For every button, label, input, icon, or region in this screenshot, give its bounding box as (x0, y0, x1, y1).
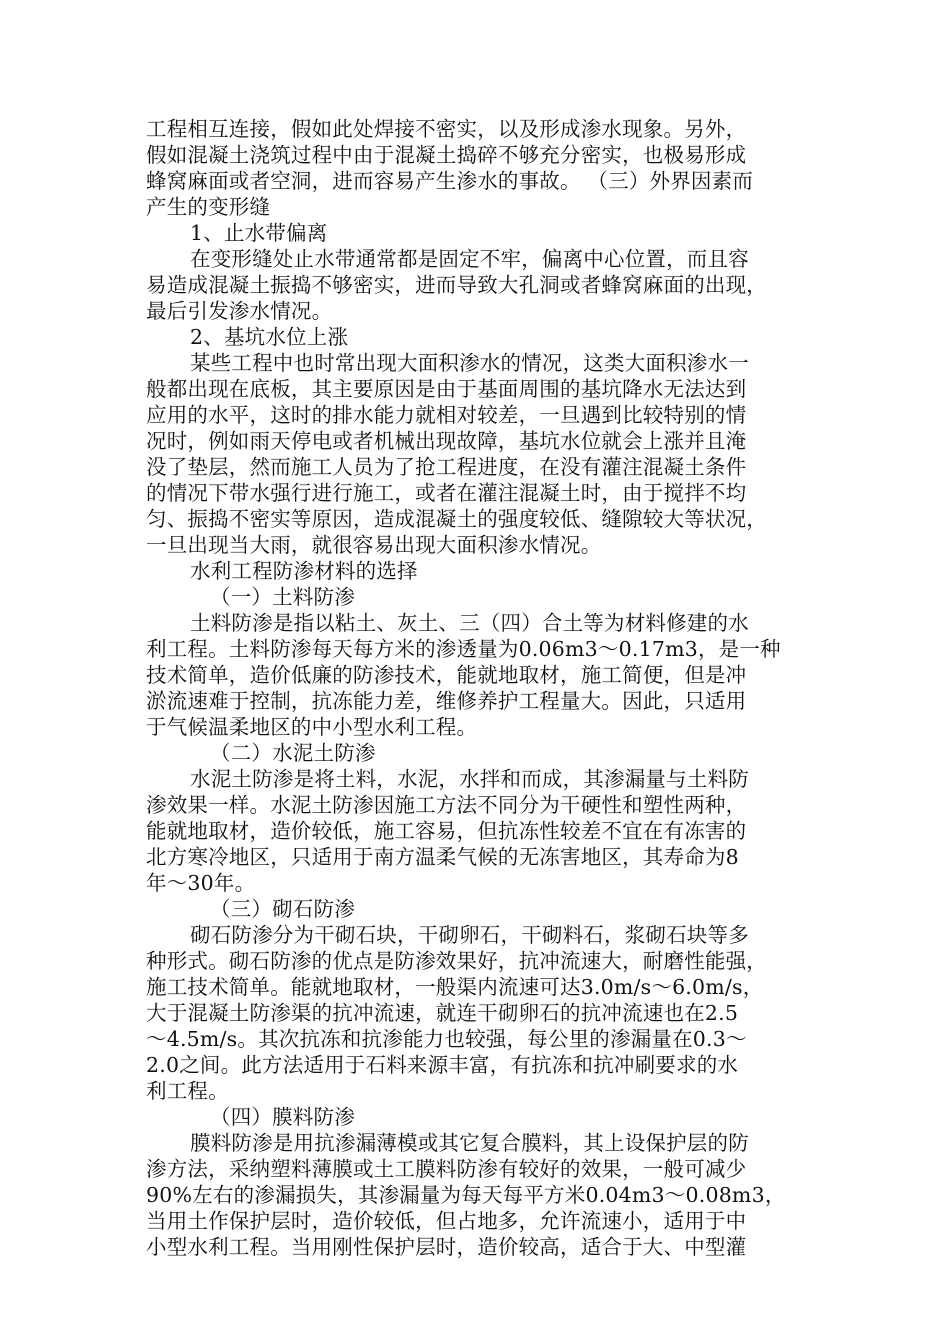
text-line: 没了垫层，然而施工人员为了抢工程进度，在没有灌注混凝土条件 (146, 455, 747, 479)
text-line: 90%左右的渗漏损失，其渗漏量为每天每平方米0.04m3～0.08m3， (146, 1183, 786, 1207)
text-line: 能就地取材，造价较低，施工容易，但抗冻性较差不宜在有冻害的 (146, 819, 747, 843)
text-line: 2.0之间。此方法适用于石料来源丰富，有抗冻和抗冲刷要求的水 (146, 1053, 739, 1077)
text-line: 工程相互连接，假如此处焊接不密实，以及形成渗水现象。另外， (146, 117, 747, 141)
text-line: 产生的变形缝 (146, 195, 271, 219)
text-line: 易造成混凝土振捣不够密实，进而导致大孔洞或者蜂窝麻面的出现， (146, 273, 767, 297)
text-line: 渗效果一样。水泥土防渗因施工方法不同分为干硬性和塑性两种， (146, 793, 747, 817)
text-line: 当用土作保护层时，造价较低，但占地多，允许流速小，适用于中 (146, 1209, 747, 1233)
text-line: 膜料防渗是用抗渗漏薄模或其它复合膜料，其上设保护层的防 (190, 1131, 749, 1155)
text-line: 种形式。砌石防渗的优点是防渗效果好，抗冲流速大，耐磨性能强， (146, 949, 767, 973)
text-line: （三）砌石防渗 (210, 897, 355, 921)
text-line: 般都出现在底板，其主要原因是由于基面周围的基坑降水无法达到 (146, 377, 747, 401)
text-line: 某些工程中也时常出现大面积渗水的情况，这类大面积渗水一 (190, 351, 749, 375)
text-line: 2、基坑水位上涨 (190, 325, 349, 349)
text-line: （二）水泥土防渗 (210, 741, 376, 765)
text-line: 况时，例如雨天停电或者机械出现故障，基坑水位就会上涨并且淹 (146, 429, 747, 453)
text-line: 的情况下带水强行进行施工，或者在灌注混凝土时，由于搅拌不均 (146, 481, 747, 505)
text-line: 匀、振捣不密实等原因，造成混凝土的强度较低、缝隙较大等状况， (146, 507, 767, 531)
text-line: 假如混凝土浇筑过程中由于混凝土捣碎不够充分密实，也极易形成 (146, 143, 747, 167)
text-line: 大于混凝土防渗渠的抗冲流速，就连干砌卵石的抗冲流速也在2.5 (146, 1001, 739, 1025)
text-line: 水泥土防渗是将土料，水泥，水拌和而成，其渗漏量与土料防 (190, 767, 749, 791)
text-line: （一）土料防渗 (210, 585, 355, 609)
text-line: 最后引发渗水情况。 (146, 299, 333, 323)
text-line: 利工程。 (146, 1079, 229, 1103)
text-line: （四）膜料防渗 (210, 1105, 355, 1129)
text-line: 小型水利工程。当用刚性保护层时，造价较高，适合于大、中型灌 (146, 1235, 747, 1259)
text-line: 淤流速难于控制，抗冻能力差，维修养护工程量大。因此，只适用 (146, 689, 747, 713)
text-line: 土料防渗是指以粘土、灰土、三（四）合土等为材料修建的水 (190, 611, 749, 635)
text-line: 北方寒冷地区，只适用于南方温柔气候的无冻害地区，其寿命为8 (146, 845, 739, 869)
text-line: 利工程。土料防渗每天每方米的渗透量为0.06m3～0.17m3，是一种 (146, 637, 781, 661)
text-line: 施工技术简单。能就地取材，一般渠内流速可达3.0m/s～6.0m/s， (146, 975, 764, 999)
text-line: 年～30年。 (146, 871, 256, 895)
text-line: 渗方法，采纳塑料薄膜或土工膜料防渗有较好的效果，一般可减少 (146, 1157, 747, 1181)
text-line: 蜂窝麻面或者空洞，进而容易产生渗水的事故。 （三）外界因素而 (146, 169, 754, 193)
text-line: 砌石防渗分为干砌石块，干砌卵石，干砌料石，浆砌石块等多 (190, 923, 749, 947)
text-line: 一旦出现当大雨，就很容易出现大面积渗水情况。 (146, 533, 602, 557)
document-body (146, 116, 806, 1260)
text-line: 1、止水带偏离 (190, 221, 328, 245)
text-line: 水利工程防渗材料的选择 (190, 559, 418, 583)
text-line: 在变形缝处止水带通常都是固定不牢，偏离中心位置，而且容 (190, 247, 749, 271)
text-line: 应用的水平，这时的排水能力就相对较差，一旦遇到比较特别的情 (146, 403, 747, 427)
text-line: ～4.5m/s。其次抗冻和抗渗能力也较强，每公里的渗漏量在0.3～ (146, 1027, 747, 1051)
text-line: 于气候温柔地区的中小型水利工程。 (146, 715, 478, 739)
text-line: 技术简单，造价低廉的防渗技术，能就地取材，施工简便，但是冲 (146, 663, 747, 687)
